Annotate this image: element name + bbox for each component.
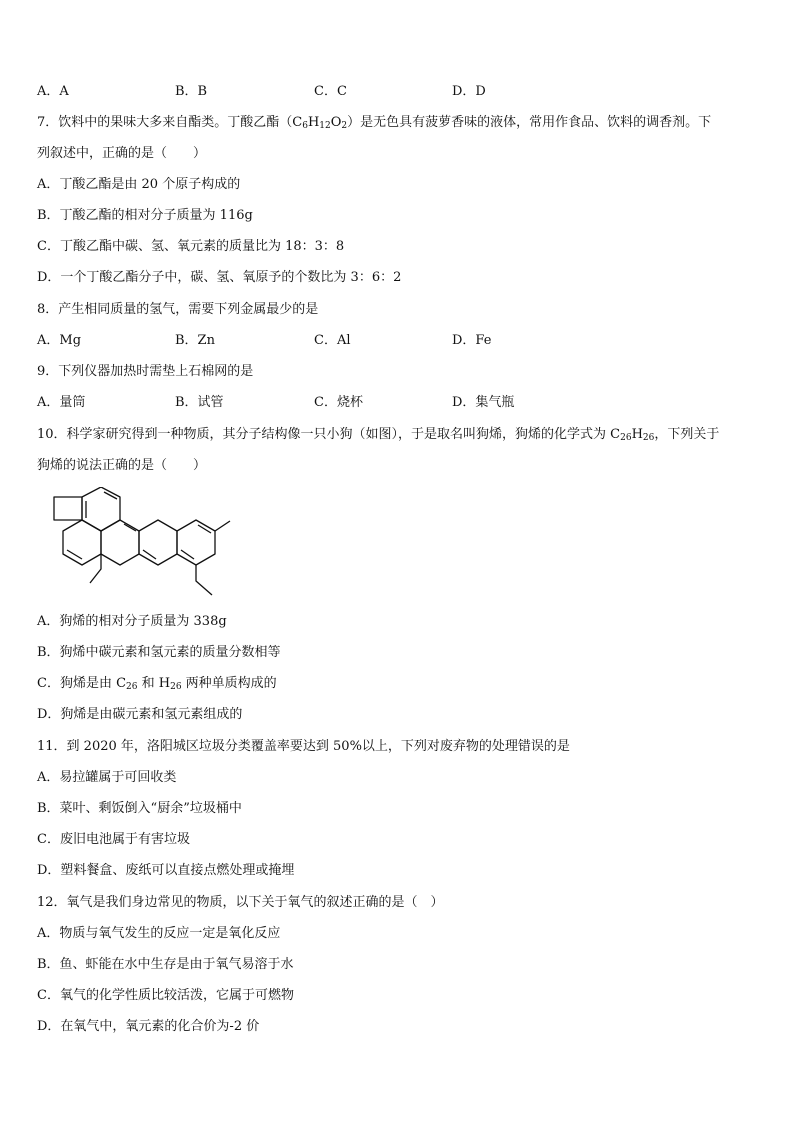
- q6-option-c: C．C: [314, 84, 347, 99]
- q7-stem-line1: 7．饮料中的果味大多来自酯类。丁酸乙酯$(C_6H_{12}O_2)$是无色具有菠萝香味的液体，常用作食品、饮料的调香剂。下: [37, 115, 712, 131]
- q9-option-b: B．试管: [175, 395, 224, 410]
- q12-option-a: A．物质与氧气发生的反应一定是氧化反应: [37, 926, 281, 941]
- ethyl-group-right: [196, 565, 212, 595]
- q11-option-a: A．易拉罐属于可回收类: [37, 770, 177, 785]
- q10-option-b: B．狗烯中碳元素和氢元素的质量分数相等: [37, 645, 281, 660]
- q9-stem: 9．下列仪器加热时需垫上石棉网的是: [37, 364, 254, 379]
- dog-molecule-structure-figure: [52, 487, 252, 607]
- q8-option-d: D．Fe: [452, 333, 492, 348]
- ring-d: [139, 520, 177, 565]
- cyclobutane-ring: [54, 497, 82, 520]
- q11-option-b: B．菜叶、剩饭倒入“厨余”垃圾桶中: [37, 801, 242, 816]
- q7-option-a: A．丁酸乙酯是由 20 个原子构成的: [37, 177, 241, 192]
- q6-option-a: A．A: [37, 84, 69, 99]
- q7-option-c: C．丁酸乙酯中碳、氢、氧元素的质量比为 18：3：8: [37, 239, 345, 254]
- q8-option-a: A．Mg: [37, 333, 82, 348]
- q7-option-d: D．一个丁酸乙酯分子中，碳、氢、氧原予的个数比为 3：6：2: [37, 270, 402, 285]
- q10-option-d: D．狗烯是由碳元素和氢元素组成的: [37, 707, 243, 722]
- q7-stem-line2: 列叙述中，正确的是（ ）: [37, 146, 207, 161]
- q9-option-c: C．烧杯: [314, 395, 363, 410]
- methyl-group: [215, 521, 230, 531]
- q12-option-d: D．在氧气中，氧元素的化合价为-2 价: [37, 1019, 260, 1034]
- q8-stem: 8．产生相同质量的氢气，需要下列金属最少的是: [37, 302, 319, 317]
- q8-option-b: B．Zn: [175, 333, 215, 348]
- q9-option-a: A．量筒: [37, 395, 86, 410]
- q8-option-c: C．Al: [314, 333, 351, 348]
- q7-option-b: B．丁酸乙酯的相对分子质量为 116g: [37, 208, 253, 223]
- q12-stem: 12．氧气是我们身边常见的物质，以下关于氧气的叙述正确的是（ ）: [37, 895, 444, 910]
- ring-a: [82, 487, 120, 531]
- q6-option-d: D．D: [452, 84, 486, 99]
- q10-option-a: A．狗烯的相对分子质量为 338g: [37, 614, 227, 629]
- ethyl-group-left: [90, 554, 101, 583]
- q12-option-c: C．氧气的化学性质比较活泼，它属于可燃物: [37, 988, 294, 1003]
- q9-option-d: D．集气瓶: [452, 395, 515, 410]
- q12-option-b: B．鱼、虾能在水中生存是由于氧气易溶于水: [37, 957, 294, 972]
- q10-stem-line2: 狗烯的说法正确的是（ ）: [37, 458, 207, 473]
- ring-e: [177, 520, 215, 565]
- ring-c: [101, 520, 139, 565]
- q10-option-c: C．狗烯是由 $C_{26}$ 和 $H_{26}$ 两种单质构成的: [37, 676, 277, 692]
- q11-option-d: D．塑料餐盒、废纸可以直接点燃处理或掩埋: [37, 863, 295, 878]
- q11-stem: 11．到 2020 年，洛阳城区垃圾分类覆盖率要达到 50%以上，下列对废弃物的处理错误的是: [37, 739, 570, 754]
- q6-option-b: B．B: [175, 84, 208, 99]
- q10-stem-line1: 10．科学家研究得到一种物质，其分子结构像一只小狗（如图），于是取名叫狗烯，狗烯的化学式为 $C_{26}H_{26}$，下列关于: [37, 427, 720, 443]
- q11-option-c: C．废旧电池属于有害垃圾: [37, 832, 190, 847]
